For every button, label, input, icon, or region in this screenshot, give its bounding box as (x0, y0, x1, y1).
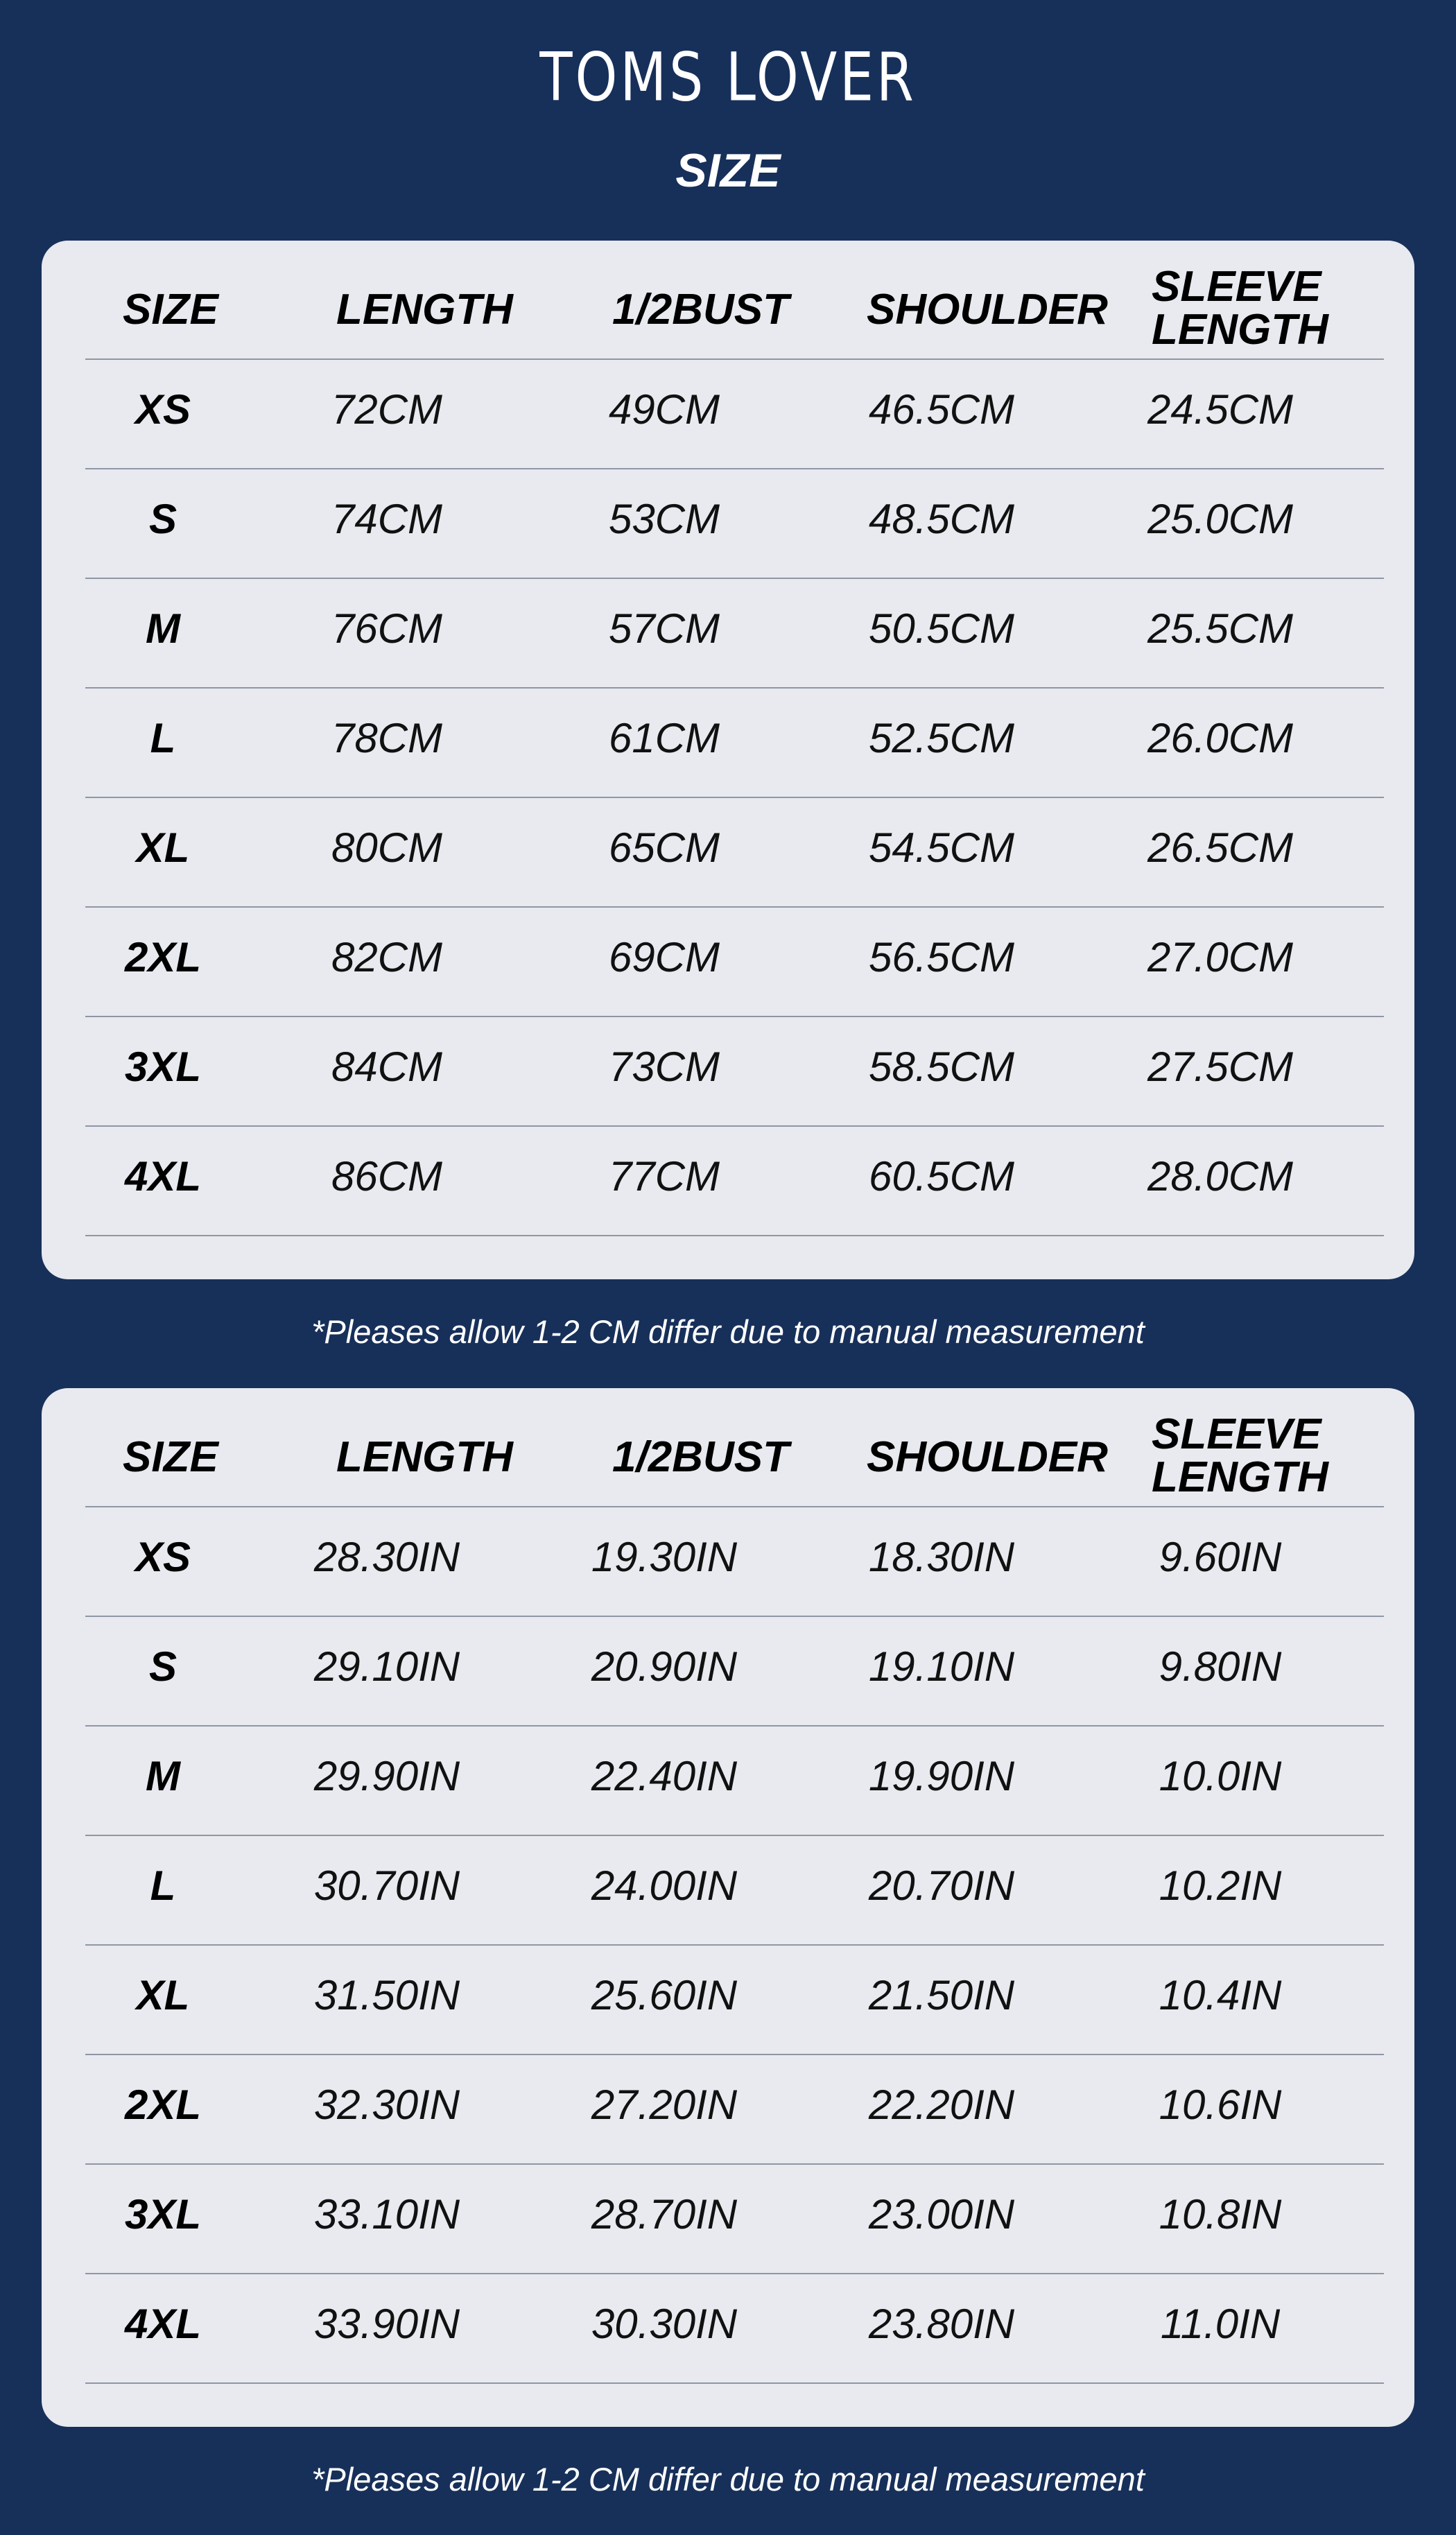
shoulder-cell: 58.5CM (868, 1044, 1015, 1090)
shoulder-cell: 56.5CM (868, 934, 1015, 980)
column-header-shoulder: SHOULDER (867, 1433, 1108, 1481)
bust-cell: 69CM (608, 934, 720, 980)
size-cell: L (150, 715, 176, 761)
length-cell: 80CM (331, 824, 443, 871)
sleeve-length-cell: 28.0CM (1147, 1153, 1294, 1200)
sleeve-length-cell: 25.5CM (1147, 605, 1294, 652)
length-cell: 76CM (331, 605, 443, 652)
length-cell: 29.90IN (313, 1753, 460, 1799)
size-cell: XS (135, 386, 191, 433)
column-header-sleeve-length: SLEEVE LENGTH (1152, 263, 1328, 354)
bust-cell: 30.30IN (591, 2301, 738, 2347)
column-header-size: SIZE (123, 1433, 218, 1481)
sleeve-length-cell: 27.5CM (1147, 1044, 1294, 1090)
column-header-size: SIZE (123, 286, 218, 334)
table-row (85, 2165, 1384, 2274)
page-title: SIZE (675, 144, 781, 197)
sleeve-length-cell: 24.5CM (1147, 386, 1294, 433)
bust-cell: 65CM (608, 824, 720, 871)
sleeve-length-cell: 10.6IN (1159, 2082, 1282, 2128)
sleeve-length-cell: 11.0IN (1160, 2301, 1281, 2347)
bust-cell: 20.90IN (591, 1643, 738, 1690)
column-header-shoulder: SHOULDER (867, 286, 1108, 334)
shoulder-cell: 23.80IN (868, 2301, 1015, 2347)
length-cell: 82CM (331, 934, 443, 980)
size-cell: 4XL (124, 2301, 202, 2347)
bust-cell: 22.40IN (591, 1753, 738, 1799)
table-row (85, 798, 1384, 908)
sleeve-length-cell: 25.0CM (1147, 496, 1294, 542)
shoulder-cell: 20.70IN (868, 1862, 1015, 1909)
bust-cell: 77CM (608, 1153, 720, 1200)
table-header (85, 1388, 1384, 1507)
bust-cell: 53CM (608, 496, 720, 542)
sleeve-length-cell: 10.0IN (1159, 1753, 1282, 1799)
table-row (85, 1507, 1384, 1617)
shoulder-cell: 23.00IN (868, 2191, 1015, 2238)
size-table-inch (42, 1388, 1414, 2427)
size-cell: 3XL (124, 1044, 202, 1090)
shoulder-cell: 48.5CM (868, 496, 1015, 542)
shoulder-cell: 50.5CM (868, 605, 1015, 652)
length-cell: 31.50IN (313, 1972, 460, 2018)
shoulder-cell: 46.5CM (868, 386, 1015, 433)
table-row (85, 1946, 1384, 2055)
sleeve-length-cell: 10.4IN (1159, 1972, 1282, 2018)
bust-cell: 57CM (608, 605, 720, 652)
measurement-note: *Pleases allow 1-2 CM differ due to manual measurement (311, 2461, 1145, 2498)
size-table-cm (42, 241, 1414, 1279)
shoulder-cell: 60.5CM (868, 1153, 1015, 1200)
bust-cell: 73CM (608, 1044, 720, 1090)
table-row (85, 360, 1384, 469)
size-cell: 4XL (124, 1153, 202, 1200)
length-cell: 29.10IN (313, 1643, 460, 1690)
length-cell: 84CM (331, 1044, 443, 1090)
measurement-note: *Pleases allow 1-2 CM differ due to manual measurement (311, 1313, 1145, 1350)
sleeve-length-cell: 9.60IN (1159, 1534, 1282, 1580)
size-cell: 3XL (124, 2191, 202, 2238)
size-cell: XL (136, 1972, 190, 2018)
table-row (85, 689, 1384, 798)
bust-cell: 28.70IN (591, 2191, 738, 2238)
shoulder-cell: 18.30IN (868, 1534, 1015, 1580)
table-row (85, 1127, 1384, 1236)
shoulder-cell: 52.5CM (868, 715, 1015, 761)
size-cell: S (148, 1643, 177, 1690)
sleeve-length-cell: 9.80IN (1159, 1643, 1282, 1690)
length-cell: 33.90IN (313, 2301, 460, 2347)
column-header-length: LENGTH (336, 286, 513, 334)
brand-logo: TOMS LOVER (539, 39, 917, 116)
column-header-sleeve-length: SLEEVE LENGTH (1152, 1410, 1328, 1501)
shoulder-cell: 21.50IN (868, 1972, 1015, 2018)
size-cell: XS (135, 1534, 191, 1580)
size-cell: L (150, 1862, 176, 1909)
table-header (85, 241, 1384, 360)
table-row (85, 579, 1384, 689)
table-row (85, 1017, 1384, 1127)
sleeve-length-cell: 10.2IN (1159, 1862, 1282, 1909)
size-cell: 2XL (124, 934, 202, 980)
column-header-bust: 1/2BUST (612, 286, 789, 334)
length-cell: 32.30IN (313, 2082, 460, 2128)
table-row (85, 1727, 1384, 1836)
length-cell: 86CM (331, 1153, 443, 1200)
sleeve-length-cell: 27.0CM (1147, 934, 1294, 980)
bust-cell: 27.20IN (591, 2082, 738, 2128)
shoulder-cell: 54.5CM (868, 824, 1015, 871)
shoulder-cell: 19.90IN (868, 1753, 1015, 1799)
sleeve-length-cell: 26.5CM (1147, 824, 1294, 871)
column-header-length: LENGTH (336, 1433, 513, 1481)
length-cell: 74CM (331, 496, 443, 542)
length-cell: 33.10IN (313, 2191, 460, 2238)
sleeve-length-cell: 26.0CM (1147, 715, 1294, 761)
size-cell: M (146, 605, 180, 652)
column-header-bust: 1/2BUST (612, 1433, 789, 1481)
table-row (85, 2055, 1384, 2165)
bust-cell: 19.30IN (591, 1534, 738, 1580)
table-row (85, 1617, 1384, 1727)
shoulder-cell: 22.20IN (868, 2082, 1015, 2128)
length-cell: 30.70IN (313, 1862, 460, 1909)
bust-cell: 61CM (608, 715, 720, 761)
size-cell: 2XL (124, 2082, 202, 2128)
size-cell: XL (136, 824, 190, 871)
shoulder-cell: 19.10IN (868, 1643, 1015, 1690)
table-row (85, 2274, 1384, 2384)
sleeve-length-cell: 10.8IN (1159, 2191, 1282, 2238)
length-cell: 78CM (331, 715, 443, 761)
table-row (85, 469, 1384, 579)
bust-cell: 49CM (608, 386, 720, 433)
bust-cell: 25.60IN (591, 1972, 738, 2018)
size-cell: S (148, 496, 177, 542)
table-row (85, 908, 1384, 1017)
bust-cell: 24.00IN (591, 1862, 738, 1909)
length-cell: 28.30IN (313, 1534, 460, 1580)
table-row (85, 1836, 1384, 1946)
size-cell: M (146, 1753, 180, 1799)
length-cell: 72CM (331, 386, 443, 433)
